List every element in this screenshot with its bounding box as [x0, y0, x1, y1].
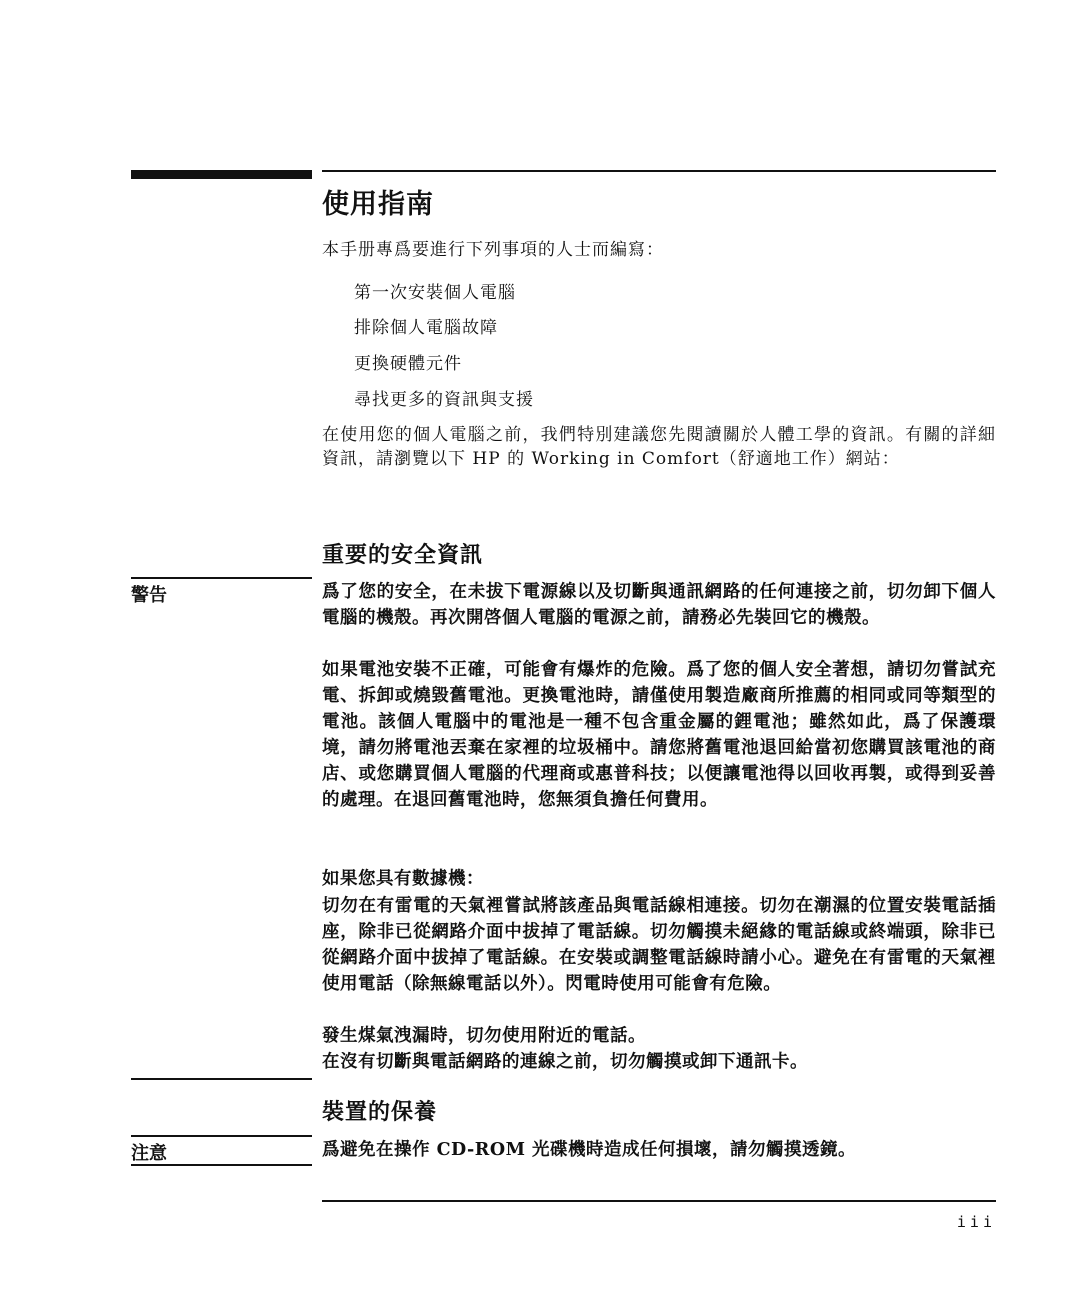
card-text: 在沒有切斷與電話網路的連線之前，切勿觸摸或卸下通訊卡。 [322, 1052, 808, 1072]
modem-text: 切勿在有雷電的天氣裡嘗試將該產品與電話線相連接。切勿在潮濕的位置安裝電話插座，除非已從網路介面中拔掉了電話線。切勿觸摸未絕緣的電話線或終端頭，除非已從網路介面中拔掉了電話線。在安裝或調整電話線時請小心。避免在有雷電的天氣裡使用電話（除無線電話以外）。閃電時使用可能會有危險。 [322, 896, 996, 994]
battery-text: 如果電池安裝不正確，可能會有爆炸的危險。爲了您的個人安全著想，請切勿嘗試充電、拆卸或燒毀舊電池。更換電池時，請僅使用製造廠商所推薦的相同或同等類型的電池。該個人電腦中的電池是一種不包含重金屬的鋰電池；雖然如此，爲了保護環境，請勿將電池丟棄在家裡的垃圾桶中。請您將舊電池退回給當初您購買該電池的商店、或您購買個人電腦的代理商或惠普科技；以便讓電池得以回收再製，或得到妥善的處理。在退回舊電池時，您無須負擔任何費用。 [322, 660, 996, 810]
footer-rule [322, 1200, 996, 1202]
warning-text: 爲了您的安全，在未拔下電源線以及切斷與通訊網路的任何連接之前，切勿卸下個人電腦的機殼。再次開啓個人電腦的電源之前，請務必先裝回它的機殼。 [322, 582, 996, 628]
gas-text: 發生煤氣洩漏時，切勿使用附近的電話。 [322, 1026, 646, 1046]
caution-label: 注意 [131, 1143, 167, 1164]
header-rule [322, 170, 996, 172]
caution-text: 爲避免在操作 CD-ROM 光碟機時造成任何損壞，請勿觸摸透鏡。 [322, 1140, 857, 1160]
intro-text: 本手册專爲要進行下列事項的人士而編寫： [322, 240, 664, 260]
list-item: 更換硬體元件 [354, 354, 462, 374]
list-item: 第一次安裝個人電腦 [354, 283, 516, 303]
ergonomics-paragraph: 在使用您的個人電腦之前，我們特別建議您先閱讀關於人體工學的資訊。有關的詳細資訊，請瀏覽以下 HP 的 Working in Comfort（舒適地工作）網站： [322, 425, 996, 469]
header-thick-bar [131, 170, 312, 179]
page-number: iii [956, 1213, 996, 1231]
modem-heading: 如果您具有數據機： [322, 869, 484, 889]
list-item: 排除個人電腦故障 [354, 318, 498, 338]
page-title: 使用指南 [322, 189, 434, 220]
safety-heading: 重要的安全資訊 [322, 542, 484, 568]
warning-rule [131, 577, 312, 579]
caution-bottom-rule [131, 1164, 312, 1166]
care-heading: 裝置的保養 [322, 1099, 438, 1125]
warning-label: 警告 [131, 585, 167, 606]
caution-rule [131, 1135, 312, 1137]
care-rule [131, 1078, 312, 1080]
list-item: 尋找更多的資訊與支援 [354, 390, 534, 410]
